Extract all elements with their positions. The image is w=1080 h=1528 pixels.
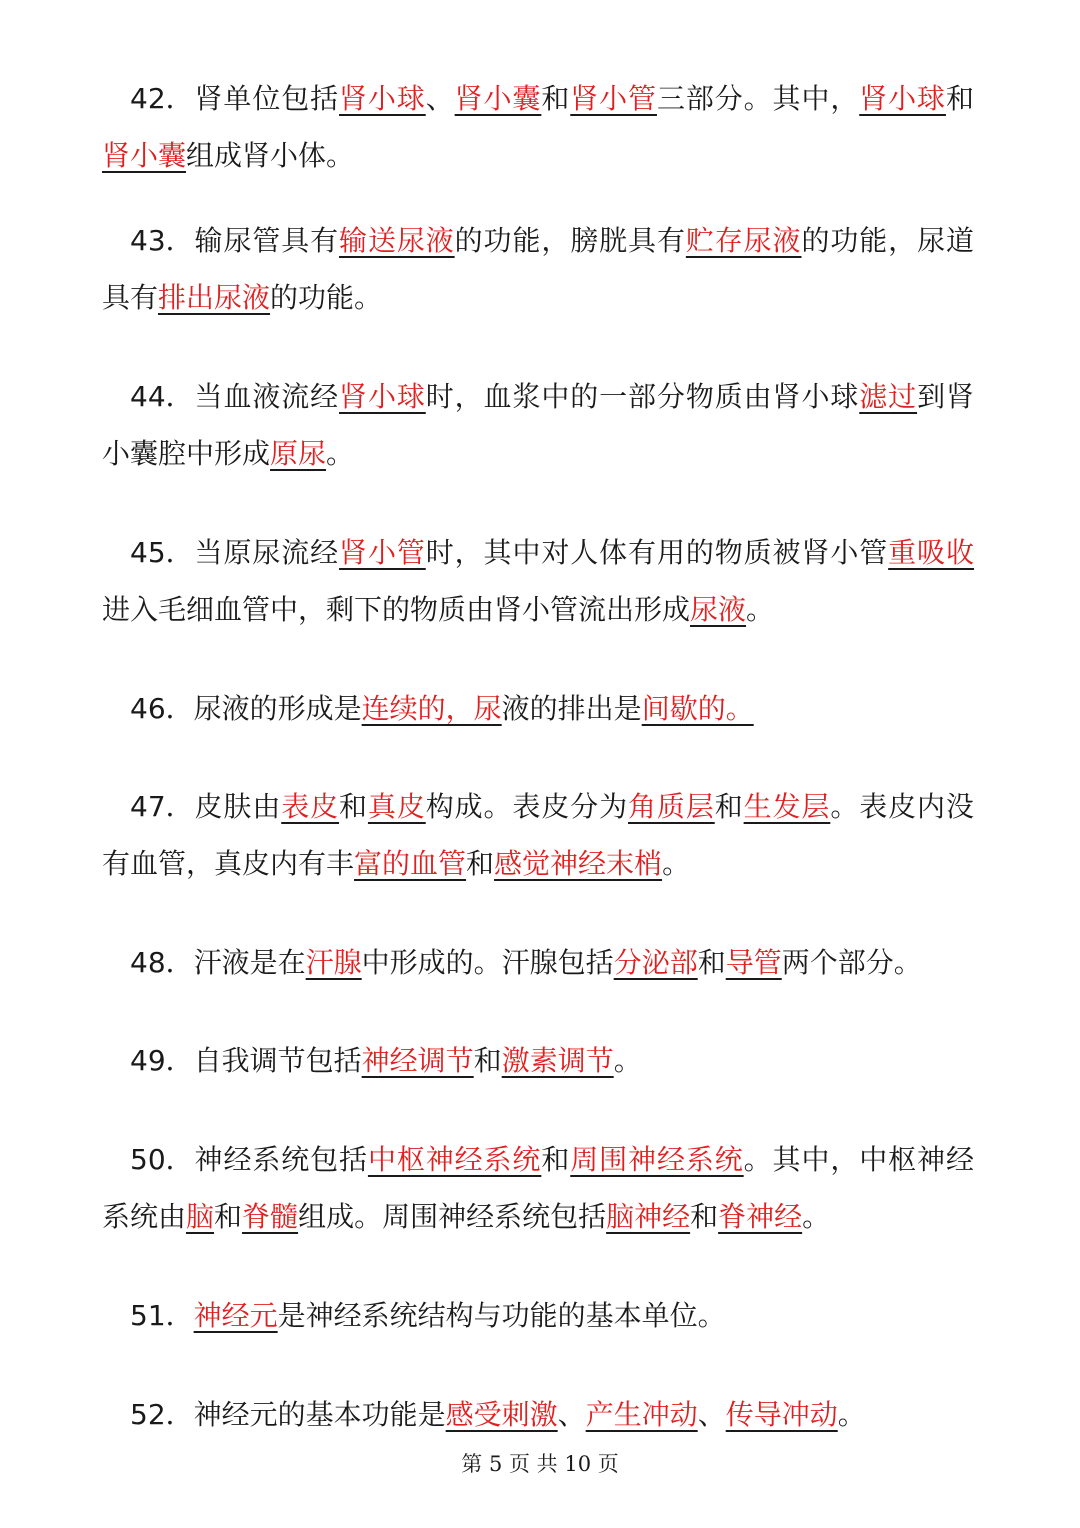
answer-text: 神经调节 bbox=[361, 1044, 474, 1077]
question-item bbox=[102, 368, 974, 482]
answer-text: 角质层 bbox=[628, 790, 715, 823]
question-text: 、 bbox=[697, 1398, 726, 1431]
question-text: 是神经系统结构与功能的基本单位。 bbox=[277, 1299, 726, 1332]
question-text: 和 bbox=[697, 946, 726, 979]
question-text: 液的排出是 bbox=[501, 692, 642, 725]
answer-text: 脊神经 bbox=[718, 1200, 803, 1233]
answer-text: 生发层 bbox=[743, 790, 831, 823]
page-footer: 第 5 页 共 10 页 bbox=[461, 1452, 619, 1476]
question-text: 。其中，中枢神经系统由 bbox=[102, 1143, 974, 1233]
question-text: 两个部分。 bbox=[781, 946, 922, 979]
question-text: 神经系统包括 bbox=[193, 1143, 368, 1176]
question-number: 44． bbox=[102, 380, 194, 413]
question-number: 48． bbox=[102, 946, 194, 979]
question-text: 和 bbox=[473, 1044, 502, 1077]
answer-text: 激素调节 bbox=[501, 1044, 614, 1077]
answer-text: 传导冲动 bbox=[725, 1398, 838, 1431]
question-text: 、 bbox=[425, 82, 455, 115]
answer-text: 脑 bbox=[186, 1200, 215, 1233]
answer-text: 输送尿液 bbox=[339, 224, 455, 257]
answer-text: 分泌部 bbox=[613, 946, 698, 979]
question-text: 。 bbox=[613, 1044, 642, 1077]
question-number: 43． bbox=[102, 224, 194, 257]
answer-text: 肾小管 bbox=[570, 82, 657, 115]
question-text: 时，血浆中的一部分物质由肾小球 bbox=[425, 380, 860, 413]
answer-text: 肾小囊 bbox=[102, 139, 187, 172]
question-text: 和 bbox=[466, 847, 495, 880]
question-number: 46． bbox=[102, 692, 194, 725]
question-text: 、 bbox=[557, 1398, 586, 1431]
question-text: 组成肾小体。 bbox=[186, 139, 355, 172]
question-text: 神经元的基本功能是 bbox=[193, 1398, 446, 1431]
answer-text: 感觉神经末梢 bbox=[494, 847, 663, 880]
question-text: 当血液流经 bbox=[193, 380, 340, 413]
question-text: 输尿管具有 bbox=[193, 224, 340, 257]
question-text: 。 bbox=[662, 847, 691, 880]
question-item bbox=[102, 680, 974, 737]
answer-text: 脊髓 bbox=[242, 1200, 299, 1233]
answer-text: 肾小囊 bbox=[454, 82, 542, 115]
question-number: 45． bbox=[102, 536, 194, 569]
question-text: 三部分。其中， bbox=[656, 82, 860, 115]
question-text: 时，其中对人体有用的物质被肾小管 bbox=[425, 536, 889, 569]
answer-text: 富的血管 bbox=[354, 847, 467, 880]
question-text: 和 bbox=[690, 1200, 719, 1233]
answer-text: 贮存尿液 bbox=[685, 224, 802, 257]
answer-text: 肾小球 bbox=[859, 82, 946, 115]
question-number: 47． bbox=[102, 790, 194, 823]
question-text: 和 bbox=[714, 790, 744, 823]
question-number: 52． bbox=[102, 1398, 194, 1431]
answer-text: 真皮 bbox=[367, 790, 426, 823]
question-item bbox=[102, 934, 974, 991]
answer-text: 排出尿液 bbox=[158, 281, 271, 314]
question-item bbox=[102, 1131, 974, 1245]
question-text: 组成。周围神经系统包括 bbox=[298, 1200, 607, 1233]
question-number: 49． bbox=[102, 1044, 194, 1077]
answer-text: 肾小球 bbox=[339, 380, 426, 413]
answer-text: 神经元 bbox=[193, 1299, 278, 1332]
question-text: 皮肤由 bbox=[193, 790, 282, 823]
question-item bbox=[102, 1287, 974, 1344]
answer-text: 表皮 bbox=[281, 790, 340, 823]
question-text: 。 bbox=[802, 1200, 831, 1233]
answer-text: 间歇的。 bbox=[641, 692, 754, 725]
question-text: 和 bbox=[214, 1200, 243, 1233]
question-text: 和 bbox=[339, 790, 368, 823]
question-text: 的功能，尿道具有 bbox=[102, 224, 974, 314]
answer-text: 感受刺激 bbox=[445, 1398, 558, 1431]
question-text: 到肾小囊腔中形成 bbox=[102, 380, 974, 470]
question-item bbox=[102, 524, 974, 638]
question-text: 。 bbox=[326, 437, 355, 470]
question-text: 自我调节包括 bbox=[193, 1044, 362, 1077]
question-text: 。 bbox=[837, 1398, 866, 1431]
question-text: 肾单位包括 bbox=[193, 82, 340, 115]
answer-text: 汗腺 bbox=[305, 946, 362, 979]
question-number: 50． bbox=[102, 1143, 194, 1176]
answer-text: 原尿 bbox=[270, 437, 327, 470]
question-item bbox=[102, 70, 974, 184]
question-number: 42． bbox=[102, 82, 194, 115]
question-text: 进入毛细血管中，剩下的物质由肾小管流出形成 bbox=[102, 593, 691, 626]
answer-text: 脑神经 bbox=[606, 1200, 691, 1233]
question-text: 汗液是在 bbox=[193, 946, 306, 979]
question-text: 。表皮内没有血管，真皮内有丰 bbox=[102, 790, 974, 880]
answer-text: 连续的，尿 bbox=[361, 692, 502, 725]
question-text: 的功能，膀胱具有 bbox=[454, 224, 686, 257]
question-text: 和 bbox=[541, 82, 571, 115]
answer-text: 尿液 bbox=[690, 593, 747, 626]
question-text: 和 bbox=[541, 1143, 571, 1176]
answer-text: 滤过 bbox=[859, 380, 918, 413]
question-text: 构成。表皮分为 bbox=[425, 790, 629, 823]
answer-text: 导管 bbox=[725, 946, 782, 979]
answer-text: 肾小球 bbox=[339, 82, 426, 115]
question-text: 中形成的。汗腺包括 bbox=[361, 946, 614, 979]
answer-text: 周围神经系统 bbox=[570, 1143, 744, 1176]
question-text: 。 bbox=[746, 593, 775, 626]
question-text: 尿液的形成是 bbox=[193, 692, 362, 725]
question-text: 当原尿流经 bbox=[193, 536, 340, 569]
question-item bbox=[102, 1032, 974, 1089]
question-text: 的功能。 bbox=[270, 281, 383, 314]
question-item bbox=[102, 212, 974, 326]
answer-text: 重吸收 bbox=[888, 536, 974, 569]
answer-text: 肾小管 bbox=[339, 536, 426, 569]
answer-text: 中枢神经系统 bbox=[367, 1143, 542, 1176]
question-item bbox=[102, 778, 974, 892]
question-number: 51． bbox=[102, 1299, 194, 1332]
question-item bbox=[102, 1386, 974, 1443]
answer-text: 产生冲动 bbox=[585, 1398, 698, 1431]
question-text: 和 bbox=[945, 82, 974, 115]
